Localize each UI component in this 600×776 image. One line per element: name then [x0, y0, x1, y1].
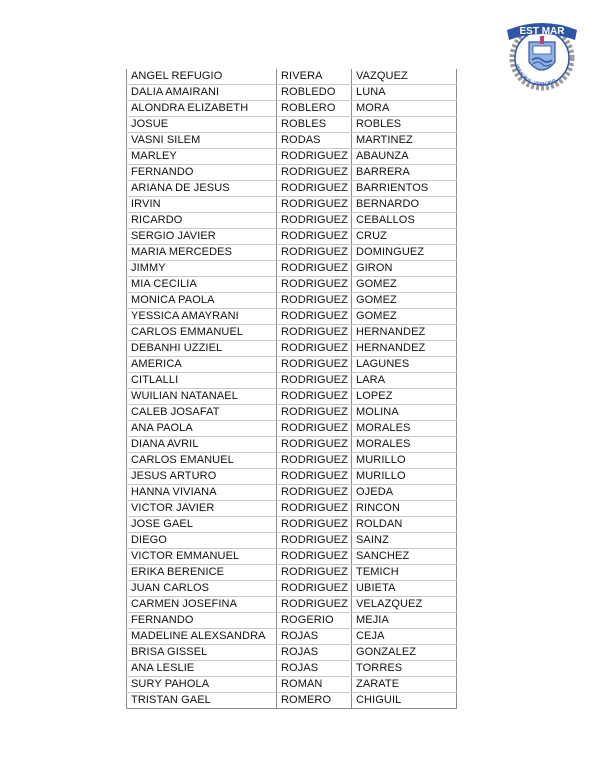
paternal-surname-cell: RODRIGUEZ [277, 213, 352, 229]
table-row [127, 469, 457, 485]
maternal-surname-cell: VAZQUEZ [352, 69, 457, 85]
maternal-surname-cell: GOMEZ [352, 277, 457, 293]
paternal-surname-cell: RODRIGUEZ [277, 245, 352, 261]
first-names-cell: ANA PAOLA [127, 421, 277, 437]
paternal-surname-cell: RODRIGUEZ [277, 373, 352, 389]
paternal-surname-cell: ROBLES [277, 117, 352, 133]
paternal-surname-cell: ROBLEDO [277, 85, 352, 101]
maternal-surname-cell: MURILLO [352, 453, 457, 469]
table-row [127, 677, 457, 693]
first-names-cell: MONICA PAOLA [127, 293, 277, 309]
table-row [127, 421, 457, 437]
paternal-surname-cell: RODRIGUEZ [277, 469, 352, 485]
paternal-surname-cell: RODRIGUEZ [277, 149, 352, 165]
maternal-surname-cell: MORALES [352, 421, 457, 437]
maternal-surname-cell: ABAUNZA [352, 149, 457, 165]
maternal-surname-cell: MORA [352, 101, 457, 117]
paternal-surname-cell: RODRIGUEZ [277, 357, 352, 373]
table-row [127, 405, 457, 421]
table-row [127, 373, 457, 389]
maternal-surname-cell: CHIGUIL [352, 693, 457, 709]
paternal-surname-cell: RODRIGUEZ [277, 165, 352, 181]
maternal-surname-cell: SANCHEZ [352, 549, 457, 565]
table-row [127, 197, 457, 213]
maternal-surname-cell: CEJA [352, 629, 457, 645]
table-row [127, 533, 457, 549]
table-row [127, 517, 457, 533]
paternal-surname-cell: RODRIGUEZ [277, 341, 352, 357]
first-names-cell: CARMEN JOSEFINA [127, 597, 277, 613]
maternal-surname-cell: CEBALLOS [352, 213, 457, 229]
maternal-surname-cell: GOMEZ [352, 309, 457, 325]
first-names-cell: JESUS ARTURO [127, 469, 277, 485]
first-names-cell: ERIKA BERENICE [127, 565, 277, 581]
table-row [127, 245, 457, 261]
school-logo [503, 14, 581, 92]
table-row [127, 117, 457, 133]
first-names-cell: JIMMY [127, 261, 277, 277]
paternal-surname-cell: RODRIGUEZ [277, 565, 352, 581]
paternal-surname-cell: RODRIGUEZ [277, 485, 352, 501]
paternal-surname-cell: RODRIGUEZ [277, 277, 352, 293]
maternal-surname-cell: CRUZ [352, 229, 457, 245]
first-names-cell: VICTOR JAVIER [127, 501, 277, 517]
paternal-surname-cell: ROMERO [277, 693, 352, 709]
paternal-surname-cell: RODRIGUEZ [277, 517, 352, 533]
table-row [127, 309, 457, 325]
table-row [127, 485, 457, 501]
table-row [127, 293, 457, 309]
paternal-surname-cell: RODRIGUEZ [277, 325, 352, 341]
table-row [127, 661, 457, 677]
maternal-surname-cell: GONZALEZ [352, 645, 457, 661]
maternal-surname-cell: UBIETA [352, 581, 457, 597]
maternal-surname-cell: HERNANDEZ [352, 325, 457, 341]
first-names-cell: WUILIAN NATANAEL [127, 389, 277, 405]
first-names-cell: ARIANA DE JESUS [127, 181, 277, 197]
maternal-surname-cell: ROBLES [352, 117, 457, 133]
first-names-cell: CARLOS EMANUEL [127, 453, 277, 469]
first-names-cell: MARIA MERCEDES [127, 245, 277, 261]
first-names-cell: ANA LESLIE [127, 661, 277, 677]
table-row [127, 149, 457, 165]
first-names-cell: DIANA AVRIL [127, 437, 277, 453]
table-row [127, 453, 457, 469]
first-names-cell: MARLEY [127, 149, 277, 165]
maternal-surname-cell: MURILLO [352, 469, 457, 485]
maternal-surname-cell: GIRON [352, 261, 457, 277]
table-row [127, 437, 457, 453]
student-names-table [126, 69, 457, 709]
table-row [127, 581, 457, 597]
paternal-surname-cell: RODRIGUEZ [277, 389, 352, 405]
first-names-cell: ANGEL REFUGIO [127, 69, 277, 85]
paternal-surname-cell: RODRIGUEZ [277, 453, 352, 469]
paternal-surname-cell: RODAS [277, 133, 352, 149]
paternal-surname-cell: ROBLERO [277, 101, 352, 117]
first-names-cell: CALEB JOSAFAT [127, 405, 277, 421]
paternal-surname-cell: ROMAN [277, 677, 352, 693]
first-names-cell: JOSE GAEL [127, 517, 277, 533]
paternal-surname-cell: RIVERA [277, 69, 352, 85]
maternal-surname-cell: BERNARDO [352, 197, 457, 213]
paternal-surname-cell: RODRIGUEZ [277, 197, 352, 213]
first-names-cell: MADELINE ALEXSANDRA [127, 629, 277, 645]
table-row [127, 101, 457, 117]
table-row [127, 693, 457, 709]
maternal-surname-cell: LAGUNES [352, 357, 457, 373]
table-row [127, 357, 457, 373]
maternal-surname-cell: MORALES [352, 437, 457, 453]
student-rows [127, 69, 457, 709]
first-names-cell: RICARDO [127, 213, 277, 229]
paternal-surname-cell: RODRIGUEZ [277, 229, 352, 245]
table-row [127, 565, 457, 581]
table-row [127, 389, 457, 405]
table-row [127, 229, 457, 245]
maternal-surname-cell: DOMINGUEZ [352, 245, 457, 261]
first-names-cell: HANNA VIVIANA [127, 485, 277, 501]
maternal-surname-cell: OJEDA [352, 485, 457, 501]
paternal-surname-cell: RODRIGUEZ [277, 309, 352, 325]
paternal-surname-cell: ROJAS [277, 645, 352, 661]
maternal-surname-cell: BARRIENTOS [352, 181, 457, 197]
table-row [127, 645, 457, 661]
table-row [127, 165, 457, 181]
paternal-surname-cell: RODRIGUEZ [277, 501, 352, 517]
first-names-cell: MIA CECILIA [127, 277, 277, 293]
paternal-surname-cell: RODRIGUEZ [277, 421, 352, 437]
paternal-surname-cell: RODRIGUEZ [277, 549, 352, 565]
table-row [127, 341, 457, 357]
first-names-cell: AMERICA [127, 357, 277, 373]
table-row [127, 213, 457, 229]
maternal-surname-cell: LOPEZ [352, 389, 457, 405]
first-names-cell: BRISA GISSEL [127, 645, 277, 661]
maternal-surname-cell: ROLDAN [352, 517, 457, 533]
table-row [127, 597, 457, 613]
first-names-cell: FERNANDO [127, 165, 277, 181]
first-names-cell: VASNI SILEM [127, 133, 277, 149]
maternal-surname-cell: SAINZ [352, 533, 457, 549]
paternal-surname-cell: RODRIGUEZ [277, 597, 352, 613]
first-names-cell: CARLOS EMMANUEL [127, 325, 277, 341]
first-names-cell: DIEGO [127, 533, 277, 549]
maternal-surname-cell: MARTINEZ [352, 133, 457, 149]
first-names-cell: YESSICA AMAYRANI [127, 309, 277, 325]
maternal-surname-cell: BARRERA [352, 165, 457, 181]
first-names-cell: TRISTAN GAEL [127, 693, 277, 709]
table-row [127, 501, 457, 517]
first-names-cell: FERNANDO [127, 613, 277, 629]
paternal-surname-cell: ROJAS [277, 661, 352, 677]
paternal-surname-cell: RODRIGUEZ [277, 533, 352, 549]
maternal-surname-cell: LARA [352, 373, 457, 389]
paternal-surname-cell: RODRIGUEZ [277, 181, 352, 197]
table-row [127, 69, 457, 85]
first-names-cell: JUAN CARLOS [127, 581, 277, 597]
maternal-surname-cell: TORRES [352, 661, 457, 677]
table-row [127, 629, 457, 645]
first-names-cell: SURY PAHOLA [127, 677, 277, 693]
table-row [127, 85, 457, 101]
maternal-surname-cell: GOMEZ [352, 293, 457, 309]
table-row [127, 549, 457, 565]
table-row [127, 261, 457, 277]
table-row [127, 325, 457, 341]
paternal-surname-cell: RODRIGUEZ [277, 293, 352, 309]
paternal-surname-cell: RODRIGUEZ [277, 437, 352, 453]
maternal-surname-cell: LUNA [352, 85, 457, 101]
maternal-surname-cell: TEMICH [352, 565, 457, 581]
first-names-cell: JOSUE [127, 117, 277, 133]
svg-text:VERACRUZ · VERACRUZ: VERACRUZ · VERACRUZ [514, 63, 557, 87]
first-names-cell: SERGIO JAVIER [127, 229, 277, 245]
paternal-surname-cell: RODRIGUEZ [277, 261, 352, 277]
maternal-surname-cell: RINCON [352, 501, 457, 517]
maternal-surname-cell: VELAZQUEZ [352, 597, 457, 613]
first-names-cell: IRVIN [127, 197, 277, 213]
table-row [127, 133, 457, 149]
paternal-surname-cell: ROJAS [277, 629, 352, 645]
first-names-cell: DALIA AMAIRANI [127, 85, 277, 101]
table-row [127, 181, 457, 197]
maternal-surname-cell: MOLINA [352, 405, 457, 421]
table-row [127, 277, 457, 293]
first-names-cell: ALONDRA ELIZABETH [127, 101, 277, 117]
first-names-cell: CITLALLI [127, 373, 277, 389]
logo-title: EST MAR [519, 26, 565, 37]
paternal-surname-cell: RODRIGUEZ [277, 405, 352, 421]
table-row [127, 613, 457, 629]
maternal-surname-cell: HERNANDEZ [352, 341, 457, 357]
maternal-surname-cell: ZARATE [352, 677, 457, 693]
paternal-surname-cell: RODRIGUEZ [277, 581, 352, 597]
maternal-surname-cell: MEJIA [352, 613, 457, 629]
first-names-cell: VICTOR EMMANUEL [127, 549, 277, 565]
paternal-surname-cell: ROGERIO [277, 613, 352, 629]
first-names-cell: DEBANHI UZZIEL [127, 341, 277, 357]
